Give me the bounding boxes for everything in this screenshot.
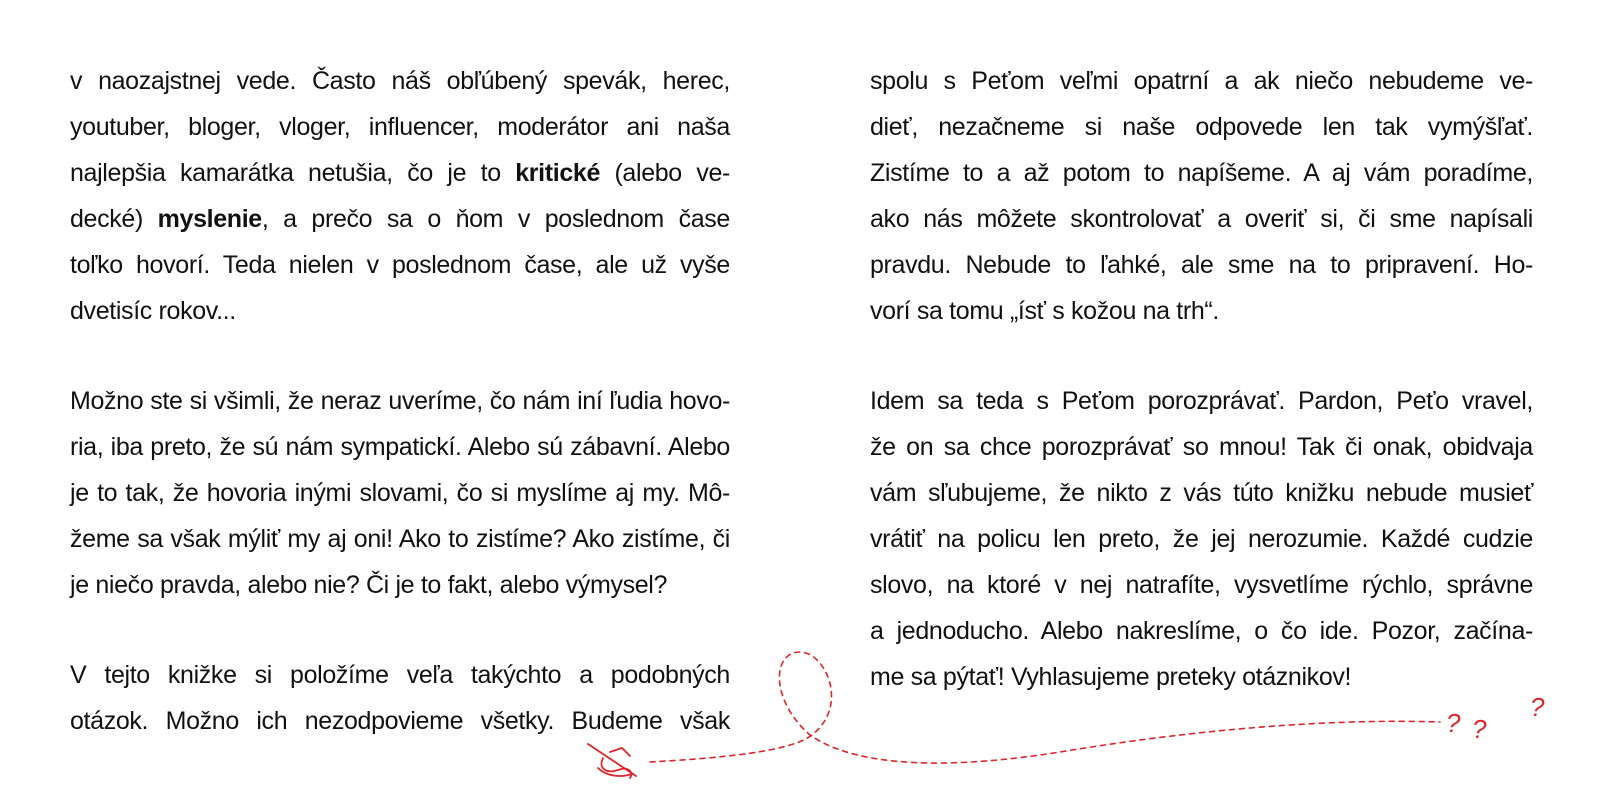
- text-line: [70, 150, 730, 196]
- text-line: slovo, na ktoré v nej natrafíte, vysvetlíme rýchlo, správne: [870, 571, 1533, 599]
- bold-term-myslenie: myslenie: [157, 205, 262, 233]
- text-line: spolu s Peťom veľmi opatrní a ak niečo nebudeme ve-: [870, 67, 1533, 95]
- paragraph: [70, 378, 730, 608]
- text-run: , a prečo sa o ňom v poslednom čase: [261, 205, 730, 233]
- paragraph: [70, 652, 730, 744]
- text-line: toľko hovorí. Teda nielen v poslednom čase, ale už vyše: [70, 251, 730, 279]
- text-line: V tejto knižke si položíme veľa takýchto a podobných: [70, 661, 730, 689]
- text-line: vorí sa tomu „ísť s kožou na trh“.: [870, 297, 1219, 325]
- text-line: ako nás môžete skontrolovať a overiť si, či sme napísali: [870, 205, 1533, 233]
- text-line: Zistíme to a až potom to napíšeme. A aj vám poradíme,: [870, 159, 1533, 187]
- text-line: v naozajstnej vede. Často náš obľúbený spevák, herec,: [70, 67, 730, 95]
- text-line: dieť, nezačneme si naše odpovede len tak vymýšľať.: [870, 113, 1533, 141]
- text-run: (alebo ve-: [600, 159, 730, 187]
- text-line: Možno ste si všimli, že neraz uveríme, čo nám iní ľudia hovo-: [70, 387, 730, 415]
- text-run: najlepšia kamarátka netušia, čo je to: [70, 159, 516, 187]
- bold-term-kriticke: kritické: [515, 159, 600, 187]
- question-mark: ?: [1446, 708, 1461, 738]
- question-mark: ?: [1472, 714, 1487, 744]
- text-line: že on sa chce porozprávať so mnou! Tak či onak, obidvaja: [870, 433, 1533, 461]
- text-line: [70, 196, 730, 242]
- text-line: ria, iba preto, že sú nám sympatickí. Alebo sú zábavní. Alebo: [70, 433, 730, 461]
- text-run: decké): [70, 205, 158, 233]
- left-column: [70, 58, 730, 788]
- text-line: vám sľubujeme, že nikto z vás túto knižku nebude musieť: [870, 479, 1533, 507]
- paragraph: [870, 378, 1533, 700]
- text-line: youtuber, bloger, vloger, influencer, moderátor ani naša: [70, 113, 730, 141]
- text-line: vrátiť na policu len preto, že jej nerozumie. Každé cudzie: [870, 525, 1533, 553]
- text-line: dvetisíc rokov...: [70, 297, 236, 325]
- text-line: a jednoducho. Alebo nakreslíme, o čo ide. Pozor, začína-: [870, 617, 1533, 645]
- text-line: je to tak, že hovoria inými slovami, čo si myslíme aj my. Mô-: [70, 479, 730, 507]
- text-line: Idem sa teda s Peťom porozprávať. Pardon, Peťo vravel,: [870, 387, 1533, 415]
- paragraph: [70, 58, 730, 334]
- text-line: otázok. Možno ich nezodpovieme všetky. Budeme však: [70, 707, 730, 735]
- question-mark: ?: [1530, 692, 1545, 722]
- paragraph: [870, 58, 1533, 334]
- text-line: pravdu. Nebude to ľahké, ale sme na to pripravení. Ho-: [870, 251, 1533, 279]
- text-line: me sa pýtať! Vyhlasujeme preteky otáznikov!: [870, 663, 1352, 691]
- text-line: žeme sa však mýliť my aj oni! Ako to zistíme? Ako zistíme, či: [70, 525, 730, 553]
- text-line: je niečo pravda, alebo nie? Či je to fakt, alebo výmysel?: [70, 571, 668, 599]
- right-column: [870, 58, 1533, 744]
